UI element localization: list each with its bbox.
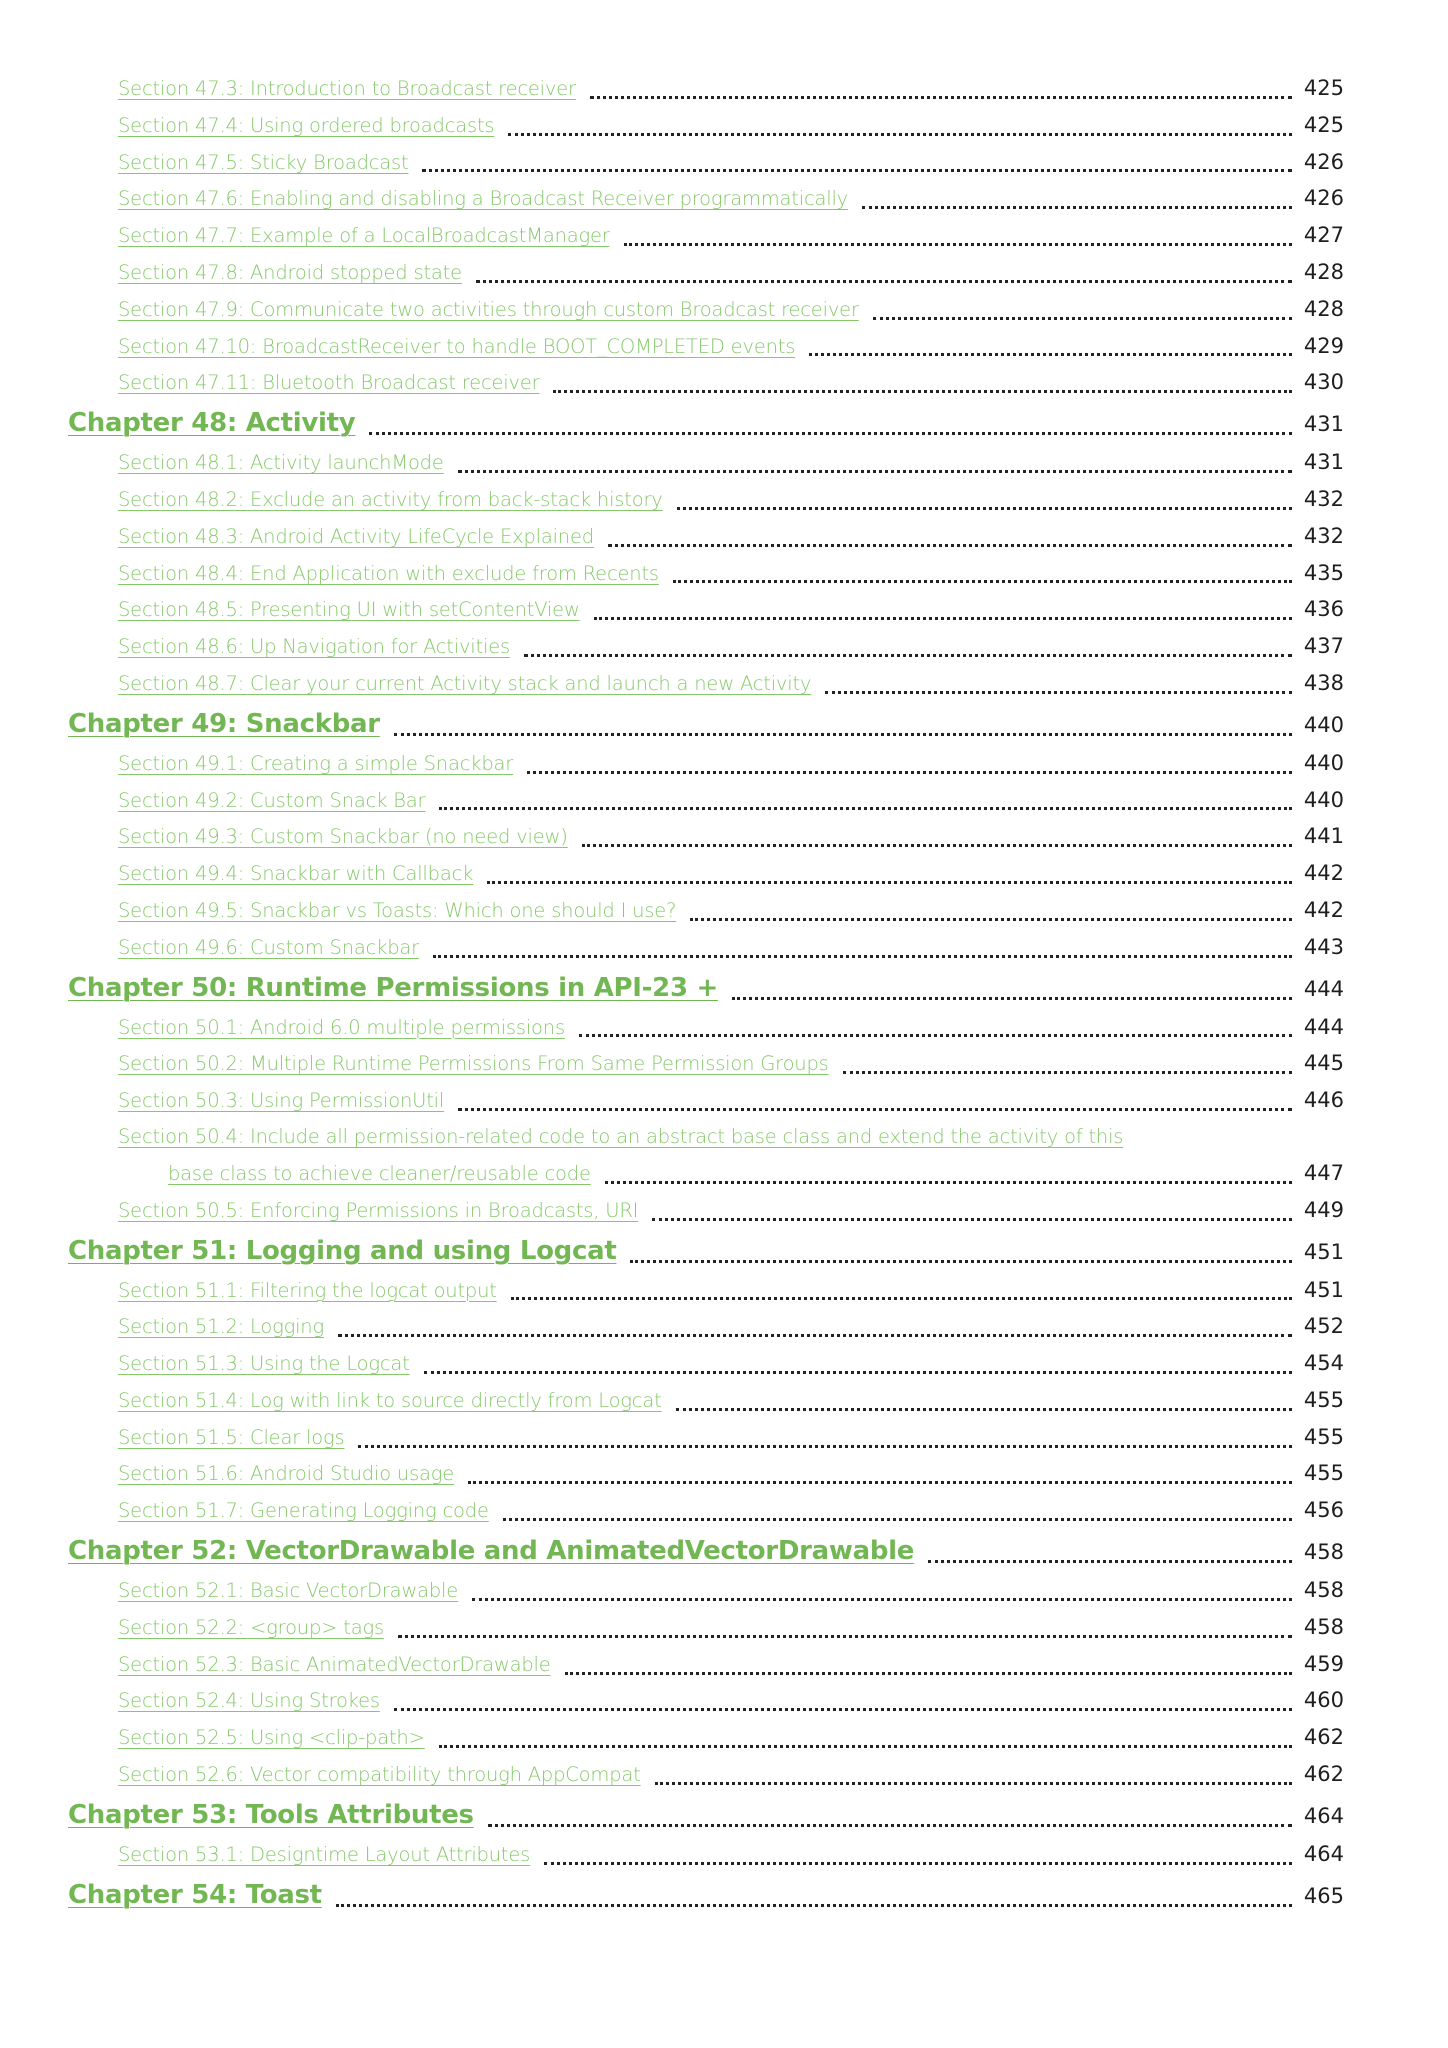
section-link[interactable]: Section 48.5: Presenting UI with setContentView [118,598,580,622]
section-link[interactable]: Section 52.5: Using <clip-path> [118,1726,425,1750]
page-number: 431 [1303,450,1344,475]
toc-chapter-entry[interactable] [0,1231,1448,1272]
section-link[interactable]: Section 52.4: Using Strokes [118,1689,380,1713]
page-number: 459 [1303,1651,1344,1676]
section-link[interactable]: Section 49.4: Snackbar with Callback [118,862,474,886]
dot-leader [369,432,1292,435]
page-number: 451 [1303,1277,1344,1302]
toc-section-entry[interactable] [0,1082,1448,1119]
toc-section-entry[interactable] [0,892,1448,929]
dot-leader [511,1297,1292,1300]
dot-leader [655,1782,1292,1785]
dot-leader [582,844,1292,847]
page-number: 440 [1303,787,1344,812]
dot-leader [677,507,1292,510]
page-number: 437 [1303,634,1344,659]
toc-section-entry[interactable] [0,328,1448,365]
toc-section-entry[interactable] [0,745,1448,782]
chapter-link[interactable]: Chapter 51: Logging and using Logcat [68,1235,617,1266]
dot-leader [527,771,1292,774]
toc-section-entry-continuation[interactable] [0,1155,1448,1191]
dot-leader [476,280,1292,283]
page-number: 455 [1303,1387,1344,1412]
toc-chapter-entry[interactable] [0,968,1448,1009]
dot-leader [825,691,1292,694]
section-link[interactable]: Section 49.6: Custom Snackbar [118,935,419,959]
chapter-link[interactable]: Chapter 50: Runtime Permissions in API-23 + [68,972,718,1003]
toc-section-entry[interactable] [0,1009,1448,1046]
page-number: 458 [1303,1614,1344,1639]
dot-leader [928,1560,1292,1563]
section-link[interactable]: Section 47.9: Communicate two activities through custom Broadcast receiver [118,297,859,321]
toc-section-entry[interactable] [0,70,1448,107]
toc-section-entry[interactable] [0,1609,1448,1646]
dot-leader [338,1334,1292,1337]
page-number: 435 [1303,560,1344,585]
toc-section-entry[interactable] [0,144,1448,181]
dot-leader [594,617,1292,620]
page-number: 456 [1303,1498,1344,1523]
dot-leader [676,1408,1292,1411]
section-link[interactable]: Section 48.3: Android Activity LifeCycle Explained [118,524,594,548]
section-link[interactable]: Section 50.3: Using PermissionUtil [118,1089,445,1113]
toc-section-entry[interactable] [0,1756,1448,1793]
toc-chapter-entry[interactable] [0,1531,1448,1572]
chapter-link[interactable]: Chapter 54: Toast [68,1879,322,1910]
dot-leader [873,317,1292,320]
page-number: 452 [1303,1314,1344,1339]
dot-leader [358,1445,1292,1448]
dot-leader [673,580,1292,583]
page-number: 465 [1303,1883,1344,1908]
dot-leader [630,1260,1292,1263]
dot-leader [398,1635,1292,1638]
toc-section-entry[interactable] [0,591,1448,628]
dot-leader [439,807,1292,810]
toc-section-entry[interactable] [0,855,1448,892]
page-number: 427 [1303,223,1344,248]
page-number: 460 [1303,1688,1344,1713]
table-of-contents [0,70,1448,1916]
page-number: 428 [1303,259,1344,284]
page-number: 462 [1303,1725,1344,1750]
dot-leader [424,1371,1292,1374]
dot-leader [732,997,1292,1000]
toc-section-entry[interactable] [0,1272,1448,1309]
section-link[interactable]: Section 48.6: Up Navigation for Activities [118,635,510,659]
dot-leader [590,96,1292,99]
section-link[interactable]: Section 50.2: Multiple Runtime Permissions From Same Permission Groups [118,1052,829,1076]
page-number: 442 [1303,861,1344,886]
dot-leader [439,1745,1292,1748]
dot-leader [336,1904,1292,1907]
section-link[interactable]: Section 47.10: BroadcastReceiver to handle BOOT_COMPLETED events [118,334,796,358]
toc-section-entry[interactable] [0,1719,1448,1756]
page-number: 440 [1303,750,1344,775]
dot-leader [472,1598,1292,1601]
page-number: 429 [1303,333,1344,358]
dot-leader [579,1034,1292,1037]
dot-leader [843,1071,1292,1074]
toc-section-entry[interactable] [0,929,1448,966]
toc-section-entry[interactable] [0,254,1448,291]
page-number: 444 [1303,976,1344,1001]
page-number: 432 [1303,486,1344,511]
section-link[interactable]: Section 48.4: End Application with exclude from Recents [118,561,659,585]
dot-leader [508,133,1292,136]
page-number: 445 [1303,1051,1344,1076]
toc-chapter-entry[interactable] [0,1875,1448,1916]
section-link[interactable]: Section 53.1: Designtime Layout Attributes [118,1842,531,1866]
section-link[interactable]: Section 51.6: Android Studio usage [118,1462,455,1486]
toc-section-entry[interactable] [0,291,1448,328]
page-number: 449 [1303,1197,1344,1222]
dot-leader [608,544,1292,547]
toc-section-entry[interactable] [0,481,1448,518]
page-number: 426 [1303,186,1344,211]
toc-section-entry[interactable] [0,180,1448,217]
section-link[interactable]: Section 51.2: Logging [118,1315,324,1339]
section-link[interactable]: Section 48.1: Activity launchMode [118,451,444,475]
dot-leader [458,470,1292,473]
page-number: 426 [1303,149,1344,174]
dot-leader [394,1708,1292,1711]
toc-section-entry[interactable] [0,1119,1448,1155]
section-link[interactable]: Section 49.1: Creating a simple Snackbar [118,751,514,775]
page-number: 432 [1303,523,1344,548]
section-link[interactable]: Section 47.8: Android stopped state [118,260,462,284]
toc-section-entry[interactable] [0,1382,1448,1419]
section-link[interactable]: Section 51.7: Generating Logging code [118,1499,489,1523]
dot-leader [468,1481,1292,1484]
dot-leader [544,1862,1292,1865]
page-number: 458 [1303,1540,1344,1565]
page-number: 458 [1303,1578,1344,1603]
dot-leader [652,1218,1292,1221]
page-number: 447 [1303,1161,1344,1186]
section-link[interactable]: Section 52.3: Basic AnimatedVectorDrawable [118,1652,551,1676]
dot-leader [862,206,1292,209]
dot-leader [488,1824,1292,1827]
toc-section-entry[interactable] [0,217,1448,254]
dot-leader [690,918,1292,921]
section-link[interactable]: Section 50.1: Android 6.0 multiple permissions [118,1015,565,1039]
dot-leader [458,1108,1292,1111]
toc-section-entry[interactable] [0,1646,1448,1683]
dot-leader [422,169,1292,172]
section-link-continuation[interactable]: base class to achieve cleaner/reusable code [168,1162,591,1186]
section-link[interactable]: Section 48.2: Exclude an activity from back-stack history [118,487,663,511]
dot-leader [524,654,1292,657]
toc-chapter-entry[interactable] [0,403,1448,444]
section-link[interactable]: Section 49.3: Custom Snackbar (no need view) [118,825,568,849]
page-number: 425 [1303,76,1344,100]
chapter-link[interactable]: Chapter 49: Snackbar [68,708,380,739]
page-number: 438 [1303,670,1344,695]
section-link[interactable]: Section 51.3: Using the Logcat [118,1352,410,1376]
page-number: 431 [1303,412,1344,437]
dot-leader [553,390,1292,393]
toc-section-entry[interactable] [0,1836,1448,1873]
section-link[interactable]: Section 49.2: Custom Snack Bar [118,788,426,812]
section-link[interactable]: Section 47.11: Bluetooth Broadcast receiver [118,371,540,395]
toc-section-entry[interactable] [0,1045,1448,1082]
dot-leader [394,733,1292,736]
page-number: 441 [1303,824,1344,849]
dot-leader [565,1672,1292,1675]
toc-section-entry[interactable] [0,555,1448,592]
section-link[interactable]: Section 52.1: Basic VectorDrawable [118,1579,459,1603]
page-number: 455 [1303,1461,1344,1486]
toc-section-entry[interactable] [0,1345,1448,1382]
section-link[interactable]: Section 48.7: Clear your current Activity stack and launch a new Activity [118,671,812,695]
toc-section-entry[interactable] [0,1419,1448,1456]
page-number: 425 [1303,112,1344,137]
toc-section-entry[interactable] [0,628,1448,665]
section-link[interactable]: Section 47.6: Enabling and disabling a Broadcast Receiver programmatically [118,187,849,211]
page-number: 455 [1303,1424,1344,1449]
toc-section-entry[interactable] [0,107,1448,144]
section-link[interactable]: Section 50.4: Include all permission-related code to an abstract base class and extend the activity of this [118,1124,1124,1148]
toc-section-entry[interactable] [0,1572,1448,1609]
page-number: 436 [1303,597,1344,622]
toc-section-entry[interactable] [0,444,1448,481]
toc-section-entry[interactable] [0,665,1448,702]
toc-chapter-entry[interactable] [0,1795,1448,1836]
dot-leader [487,881,1292,884]
toc-section-entry[interactable] [0,1492,1448,1529]
page-number: 446 [1303,1088,1344,1113]
dot-leader [605,1181,1292,1184]
toc-section-entry[interactable] [0,364,1448,401]
section-link[interactable]: Section 47.4: Using ordered broadcasts [118,113,495,137]
page-number: 464 [1303,1841,1344,1866]
toc-section-entry[interactable] [0,1308,1448,1345]
page-number: 442 [1303,897,1344,922]
section-link[interactable]: Section 49.5: Snackbar vs Toasts: Which one should I use? [118,898,677,922]
page-number: 430 [1303,370,1344,395]
section-link[interactable]: Section 52.6: Vector compatibility through AppCompat [118,1763,641,1787]
page-number: 440 [1303,712,1344,737]
page-number: 428 [1303,296,1344,321]
section-link[interactable]: Section 51.4: Log with link to source directly from Logcat [118,1388,662,1412]
chapter-link[interactable]: Chapter 48: Activity [68,408,356,439]
toc-section-entry[interactable] [0,1682,1448,1719]
toc-section-entry[interactable] [0,818,1448,855]
toc-section-entry[interactable] [0,1192,1448,1229]
page-number: 451 [1303,1239,1344,1264]
page-number: 443 [1303,934,1344,959]
page-number: 444 [1303,1014,1344,1039]
section-link[interactable]: Section 51.5: Clear logs [118,1425,345,1449]
section-link[interactable]: Section 51.1: Filtering the logcat output [118,1278,497,1302]
page-number: 464 [1303,1803,1344,1828]
chapter-link[interactable]: Chapter 52: VectorDrawable and AnimatedVectorDrawable [68,1536,915,1567]
chapter-link[interactable]: Chapter 53: Tools Attributes [68,1799,474,1830]
section-link[interactable]: Section 47.5: Sticky Broadcast [118,150,409,174]
dot-leader [503,1518,1292,1521]
section-link[interactable]: Section 47.3: Introduction to Broadcast receiver [118,77,576,100]
page-number: 462 [1303,1762,1344,1787]
dot-leader [809,353,1292,356]
toc-chapter-entry[interactable] [0,704,1448,745]
toc-section-entry[interactable] [0,782,1448,819]
toc-section-entry[interactable] [0,1455,1448,1492]
page-number: 454 [1303,1351,1344,1376]
section-link[interactable]: Section 52.2: <group> tags [118,1615,384,1639]
dot-leader [624,243,1292,246]
section-link[interactable]: Section 47.7: Example of a LocalBroadcastManager [118,224,610,248]
section-link[interactable]: Section 50.5: Enforcing Permissions in Broadcasts, URI [118,1198,639,1222]
toc-section-entry[interactable] [0,518,1448,555]
dot-leader [433,955,1292,958]
